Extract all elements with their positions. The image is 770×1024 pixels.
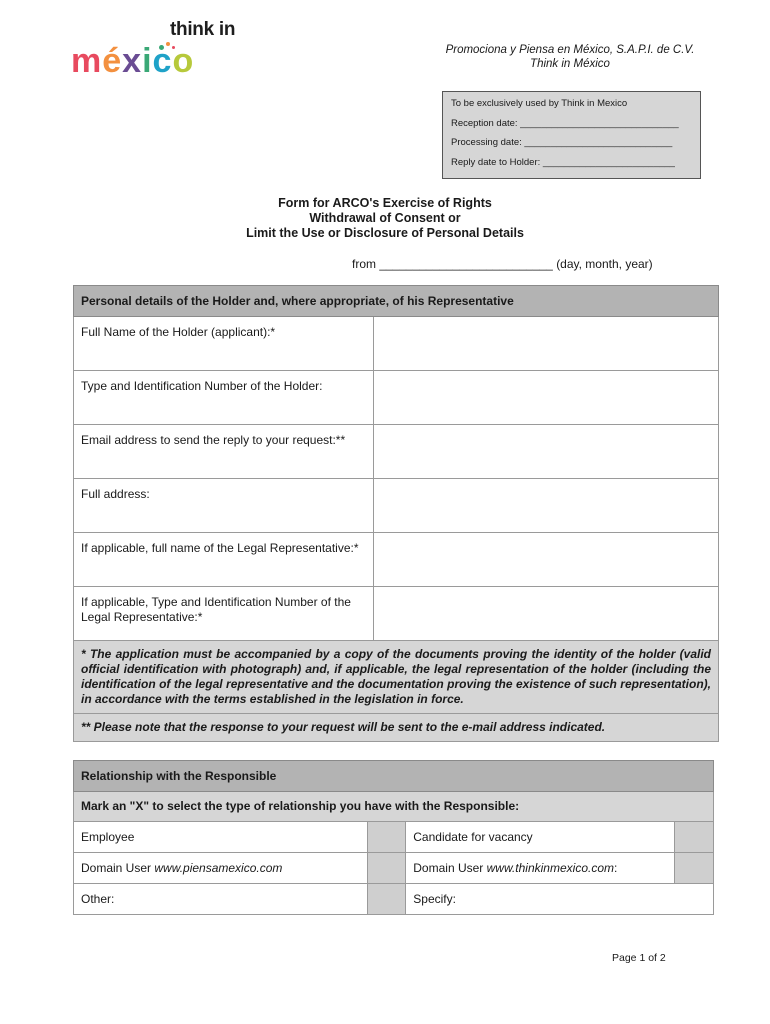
reply-date-field[interactable]: Reply date to Holder: _________________________	[451, 156, 675, 168]
candidate-checkbox[interactable]	[675, 822, 714, 853]
table-row	[74, 853, 714, 884]
address-label: Full address:	[74, 479, 374, 533]
internal-use-box	[442, 91, 701, 179]
section-header: Personal details of the Holder and, where appropriate, of his Representative	[74, 286, 719, 317]
form-title	[170, 196, 600, 241]
holder-id-label: Type and Identification Number of the Holder:	[74, 371, 374, 425]
relationship-instruction: Mark an "X" to select the type of relationship you have with the Responsible:	[74, 792, 714, 822]
representative-name-label: If applicable, full name of the Legal Representative:*	[74, 533, 374, 587]
table-row	[74, 371, 719, 425]
representative-id-field[interactable]	[374, 587, 719, 641]
logo-letter: i	[142, 42, 153, 80]
domain-user-pm-checkbox[interactable]	[367, 853, 406, 884]
table-row	[74, 425, 719, 479]
form-title-line: Form for ARCO's Exercise of Rights	[278, 196, 492, 210]
table-row	[74, 884, 714, 915]
company-brand: Think in México	[530, 58, 610, 70]
domain-user-tim-label: Domain User www.thinkinmexico.com:	[406, 853, 675, 884]
table-row	[74, 479, 719, 533]
internal-use-title: To be exclusively used by Think in Mexico	[451, 98, 628, 109]
page-number: Page 1 of 2	[612, 952, 666, 964]
table-row	[74, 587, 719, 641]
form-title-line: Limit the Use or Disclosure of Personal Details	[246, 226, 524, 240]
holder-name-field[interactable]	[374, 317, 719, 371]
candidate-label: Candidate for vacancy	[406, 822, 675, 853]
other-label: Other:	[74, 884, 368, 915]
company-name: Promociona y Piensa en México, S.A.P.I. de C.V.	[445, 44, 695, 56]
domain-user-pm-label: Domain User www.piensamexico.com	[74, 853, 368, 884]
relationship-table	[73, 760, 714, 915]
domain-url: www.thinkinmexico.com	[486, 860, 614, 875]
logo-letter: c	[152, 42, 173, 80]
domain-user-tim-checkbox[interactable]	[675, 853, 714, 884]
logo-mexico	[71, 41, 194, 81]
address-field[interactable]	[374, 479, 719, 533]
company-info	[400, 43, 740, 71]
table-row	[74, 822, 714, 853]
section-header: Relationship with the Responsible	[74, 761, 714, 792]
email-field[interactable]	[374, 425, 719, 479]
other-checkbox[interactable]	[367, 884, 406, 915]
table-row	[74, 533, 719, 587]
representative-name-field[interactable]	[374, 533, 719, 587]
form-title-line: Withdrawal of Consent or	[309, 211, 461, 225]
logo-letter: é	[102, 42, 123, 80]
logo-letter: x	[122, 42, 143, 80]
specify-field[interactable]: Specify:	[406, 884, 714, 915]
logo-letter: o	[172, 42, 195, 80]
logo-letter: m	[71, 42, 103, 80]
personal-details-table	[73, 285, 719, 742]
domain-url: www.piensamexico.com	[154, 860, 283, 875]
email-response-note: ** Please note that the response to your request will be sent to the e-mail address indicated.	[74, 714, 719, 742]
logo-think-in: think in	[170, 19, 236, 40]
processing-date-field[interactable]: Processing date: ____________________________	[451, 137, 673, 148]
employee-checkbox[interactable]	[367, 822, 406, 853]
date-line[interactable]: from __________________________ (day, month, year)	[352, 257, 653, 271]
representative-id-label: If applicable, Type and Identification Number of the Legal Representative:*	[74, 587, 374, 641]
reception-date-field[interactable]: Reception date: ______________________________	[451, 117, 679, 129]
email-label: Email address to send the reply to your request:**	[74, 425, 374, 479]
employee-label: Employee	[74, 822, 368, 853]
holder-id-field[interactable]	[374, 371, 719, 425]
identity-documents-note: * The application must be accompanied by a copy of the documents proving the identity of the holder (valid official identification with photograph) and, if applicable, the legal representation of the holder (including the identification of the legal representative and the documentation proving the existence of such representation), in accordance with the terms established in the legislation in force.	[74, 641, 719, 714]
table-row	[74, 317, 719, 371]
holder-name-label: Full Name of the Holder (applicant):*	[74, 317, 374, 371]
